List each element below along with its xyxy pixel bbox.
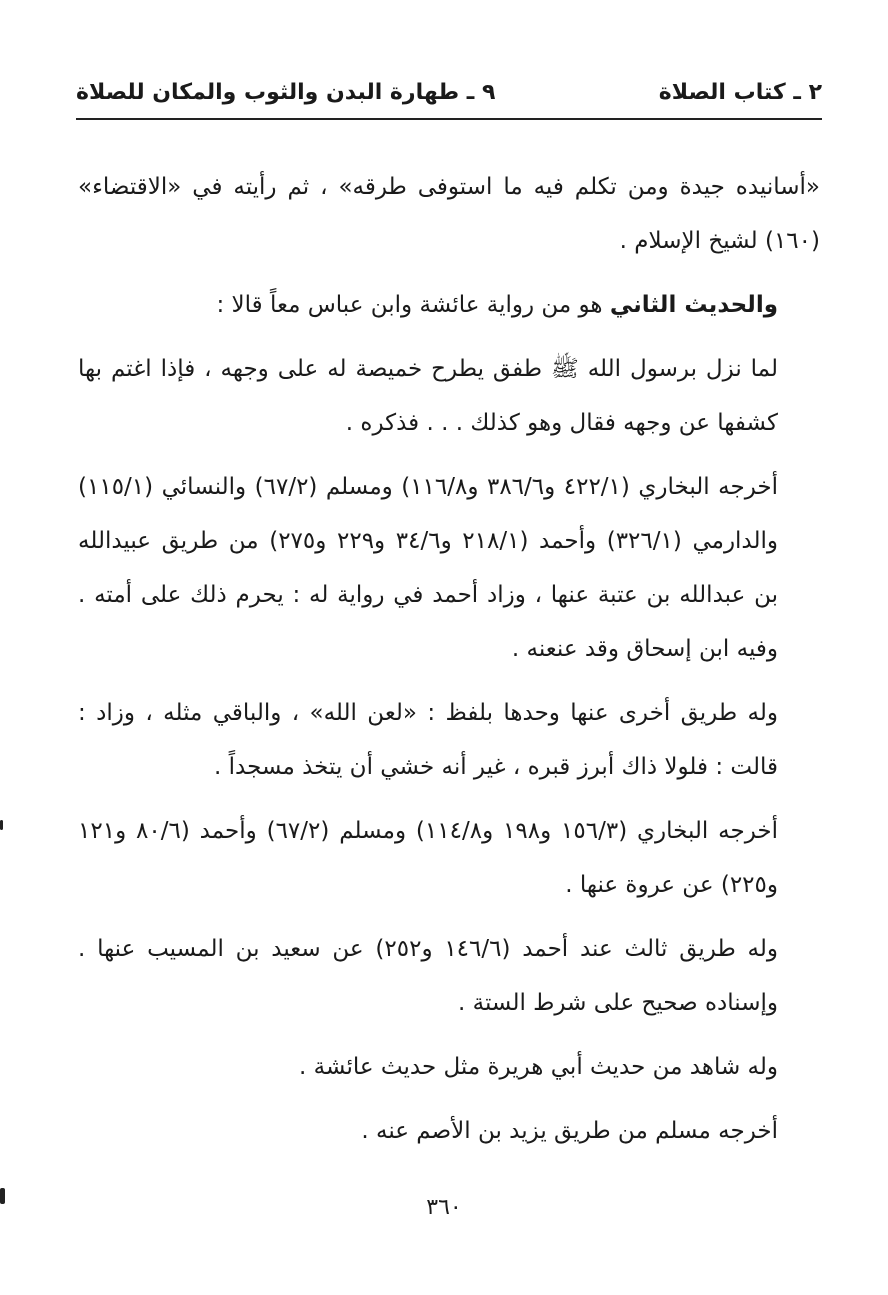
paragraph-6 <box>78 804 820 912</box>
paragraph-3 <box>78 342 820 450</box>
running-header <box>76 74 822 114</box>
paragraph-7-text: وله طريق ثالث عند أحمد (١٤٦/٦ و٢٥٢) عن سعيد بن المسيب عنها . وإسناده صحيح على شرط الستة . <box>78 936 778 1016</box>
paragraph-6-text: أخرجه البخاري (١٥٦/٣ و١٩٨ و١١٤/٨) ومسلم (٦٧/٢) وأحمد (٨٠/٦ و١٢١ و٢٢٥) عن عروة عنها . <box>78 818 779 898</box>
paragraph-9-text: أخرجه مسلم من طريق يزيد بن الأصم عنه . <box>361 1118 778 1144</box>
paragraph-2-text: هو من رواية عائشة وابن عباس معاً قالا : <box>216 292 610 318</box>
page-number: ٣٦٠ <box>426 1195 462 1220</box>
header-rule <box>76 118 822 120</box>
paragraph-2-lead: والحديث الثاني <box>609 292 778 318</box>
paragraph-7 <box>78 922 820 1030</box>
paragraph-9 <box>78 1104 820 1158</box>
chapter-title: ٢ ـ كتاب الصلاة <box>658 80 822 105</box>
paragraph-4-text: أخرجه البخاري (٤٢٢/١ و٣٨٦/٦ و١١٦/٨) ومسلم (٦٧/٢) والنسائي (١١٥/١) والدارمي (٣٢٦/١) وأحمد (٢١٨/١ و٣٤/٦ و٢٢٩ و٢٧٥) من طريق عبيدالله بن عبدالله بن عتبة عنها ، وزاد أحمد في رواية له : يحرم ذلك على أمته . وفيه ابن إسحاق وقد عنعنه . <box>78 474 779 662</box>
paragraph-8 <box>78 1040 820 1094</box>
paragraph-1-text: «أسانيده جيدة ومن تكلم فيه ما استوفى طرقه» ، ثم رأيته في «الاقتضاء» (١٦٠) لشيخ الإسلام . <box>78 174 820 254</box>
paragraph-2 <box>78 278 820 332</box>
scan-edge-mark <box>0 1188 5 1204</box>
paragraph-1 <box>78 160 820 268</box>
scan-edge-mark-small <box>0 820 3 830</box>
paragraph-5-text: وله طريق أخرى عنها وحدها بلفظ : «لعن الله» ، والباقي مثله ، وزاد : قالت : فلولا ذاك أبرز قبره ، غير أنه خشي أن يتخذ مسجداً . <box>78 700 778 780</box>
paragraph-8-text: وله شاهد من حديث أبي هريرة مثل حديث عائشة . <box>298 1054 778 1080</box>
paragraph-5 <box>78 686 820 794</box>
body-text <box>78 160 820 1168</box>
paragraph-3-text: لما نزل برسول الله ﷺ طفق يطرح خميصة له على وجهه ، فإذا اغتم بها كشفها عن وجهه فقال وهو كذلك . . . فذكره . <box>78 356 778 436</box>
paragraph-4 <box>78 460 820 676</box>
section-title: ٩ ـ طهارة البدن والثوب والمكان للصلاة <box>76 80 496 105</box>
